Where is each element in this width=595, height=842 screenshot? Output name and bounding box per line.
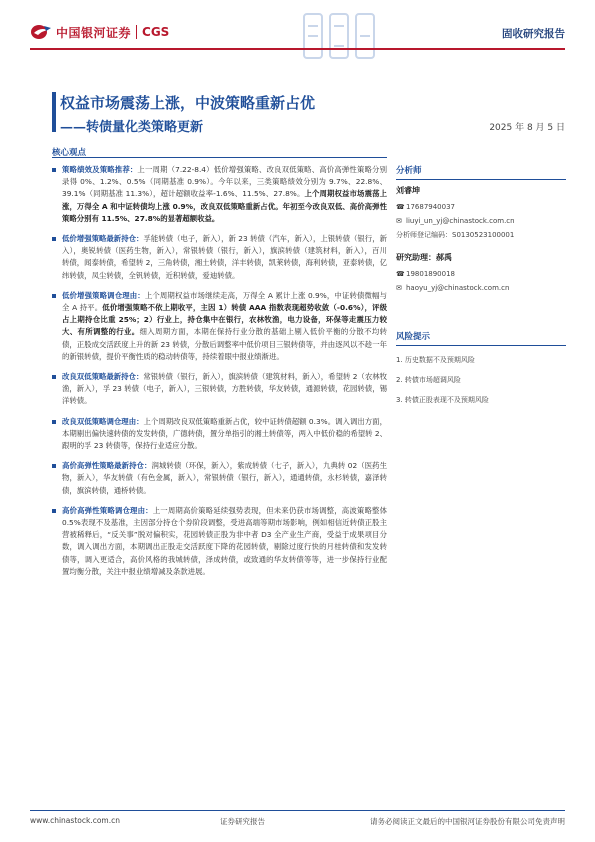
- logo-mark-icon: [30, 23, 52, 41]
- analyst-label: 分析师: [396, 166, 422, 176]
- logo-cgs: CGS: [142, 25, 170, 39]
- footer-divider: [30, 810, 565, 811]
- bullet-low-price-rebalance: [52, 290, 387, 363]
- bullet-strategy-performance: [52, 164, 387, 225]
- risk-item: 3. 转债正股表现不及预期风险: [396, 395, 489, 404]
- email-icon: ✉: [396, 216, 402, 225]
- report-title: 权益市场震荡上涨，中波策略重新占优: [60, 94, 316, 112]
- logo-text: 中国银河证券: [56, 25, 132, 40]
- bullet-lead: 低价增强策略最新持仓：: [62, 234, 144, 244]
- bullet-tail: 细入周期方面，本期在保持行业分散的基础上剔入低价平衡的分散不均转债，正股成交活跃度上升的新 23 转债，分散后调整率中低价项目三银转债等，并由逐风以不趁一年的新银转债，提价平衡性质的稳动转债等，持续着眼中报业绩渐进。: [62, 327, 387, 361]
- risk-panel: [396, 330, 566, 410]
- assistant-email[interactable]: haoyu_yj@chinastock.com.cn: [406, 283, 510, 292]
- watermark-logo-icon: [300, 8, 380, 64]
- bullet-text: 常银转债（银行，新入），旗滨转债（建筑材料，新入），希望转 2（农林牧渔，新入），孚 23 转债（电子，新入），三银转债，方胜转债，华友转债，通源转债，花园转债，锡洋转债。: [62, 372, 387, 406]
- bullet-lead: 改良双低策略最新持仓：: [62, 372, 144, 382]
- bullet-text: 上一周期高价策略延续强势表现，但未来仍获市场调整，高波策略整体 0.5%表现不及基准，主因部分持仓个券阶段调整，受进高端等期市场影响，例如相信近转债正股主营被稀释后，“反关事”脱对偏积实，花园转债正股为非中者 D3 全产业生产商，受益于成果项目分数，调入调出方面，本期调出正股走交活跃度下降的花园转债，剔除过度行快的月桂转债和发发转债等，调入更适合，高价风格的我城转债，泽成转债，或致通的华友转债等等，进一步保持行业配置均衡分散，关注中报业绩增减及条款进展。: [62, 505, 387, 576]
- core-views-list: [52, 164, 387, 586]
- core-views-divider: [52, 157, 387, 158]
- company-logo: [30, 20, 169, 44]
- bullet-lead: 低价增强策略调仓理由：: [62, 290, 145, 300]
- header-divider: [30, 48, 565, 50]
- analyst-phone: 17687940037: [406, 202, 455, 211]
- report-type-label: 固收研究报告: [502, 28, 565, 40]
- report-date: 2025 年 8 月 5 日: [489, 123, 565, 133]
- analyst-email-row: [396, 214, 566, 228]
- bullet-high-price-holdings: [52, 460, 387, 497]
- analyst-phone-row: [396, 200, 566, 214]
- bullet-double-low-rebalance: [52, 416, 387, 453]
- email-icon: ✉: [396, 283, 402, 292]
- bullet-text: 上个周期权益市场继续走高，万得全 A 累计上涨 0.9%，中证转债微幅与全 A 持平。: [62, 290, 387, 313]
- assistant-phone-row: [396, 267, 566, 281]
- bullet-lead: 高价高弹性策略最新持仓：: [62, 461, 152, 471]
- risk-label: 风险提示: [396, 332, 431, 342]
- risk-item: 2. 转债市场超调风险: [396, 375, 461, 384]
- footer-disclaimer: 请务必阅读正文最后的中国银河证券股份有限公司免责声明: [370, 817, 565, 826]
- bullet-text: 润城转债（环保，新入），紫成转债（七子，新入），九典转 02（医药生物，新入），华友转债（有色金属，新入），常银转债（银行，新入），通通转债，永杉转债，嘉泽转债，旗滨转债，通桥转债。: [62, 461, 387, 495]
- bullet-lead: 改良双低策略调仓理由：: [62, 416, 144, 426]
- bullet-double-low-holdings: [52, 371, 387, 408]
- risk-divider: [396, 345, 566, 346]
- bullet-text: 孚能转债（电子，新入），新 23 转债（汽车，新入），上银转债（银行，新入），奥锐转债（医药生物，新入），常银转债（银行，新入），旗滨转债（建筑材料，新入），百川转债，闻泰转债，希望转 2，三角转债，湘土转债，洋丰转债，凯莱转债，海利转债，亚泰转债，亿纬转债，凤尘转债，全钒转债，近积转债，爱迪转债。: [62, 234, 387, 280]
- phone-icon: ☎: [396, 269, 405, 278]
- analyst-panel: [396, 164, 566, 295]
- risk-list: [396, 350, 566, 410]
- bullet-lead: 高价高弹性策略调仓理由：: [62, 505, 153, 515]
- logo-separator: [136, 25, 137, 39]
- analyst-name: 刘睿坤: [396, 185, 420, 195]
- analyst-cert: 分析师登记编码：S0130523100001: [396, 230, 515, 239]
- bullet-text: 上一周期（7.22-8.4）低价增强策略、改良双低策略、高价高弹性策略分别录得 0%、1.2%、0.5%（同期基准 0.9%）。今年以来，三类策略绩效分别为 9.7%、22.8%、39.1%（同期基准 11.3%），超计超额收益率-1.6%、11.5%、27.8%。: [62, 165, 387, 199]
- bullet-low-price-holdings: [52, 233, 387, 282]
- assistant-email-row: [396, 281, 566, 295]
- report-subtitle: ——转债量化类策略更新: [60, 120, 204, 135]
- bullet-lead: 策略绩效及策略推荐：: [62, 165, 138, 174]
- bullet-strong: 低价增强策略不依上期收平，主因 1）转债 AAA 指数表现超势收敛（-0.6%），评级占上期持仓比重 25%；2）行业上，持仓集中在银行，农林牧渔，电力设备，环保等走震压力较大、有所调整的行业。: [62, 303, 387, 337]
- risk-item: 1. 历史数据不及预期风险: [396, 355, 475, 364]
- assistant-phone: 19801890018: [406, 269, 455, 278]
- title-accent-bar: [52, 92, 56, 132]
- phone-icon: ☎: [396, 202, 405, 211]
- footer-report-label: 证券研究报告: [220, 817, 265, 826]
- core-views-label: 核心观点: [52, 148, 87, 158]
- assistant-label: 研究助理：郝禹: [396, 252, 452, 262]
- bullet-high-price-rebalance: [52, 505, 387, 578]
- analyst-email[interactable]: liuyi_un_yj@chinastock.com.cn: [406, 216, 515, 225]
- footer-website-link[interactable]: www.chinastock.com.cn: [30, 816, 120, 825]
- analyst-divider: [396, 179, 566, 180]
- bullet-strong: 上个周期权益市场震荡上涨，万得全 A 和中证转债均上涨 0.9%，改良双低策略重新占优。年初至今改良双低、高价高弹性策略分别有 11.5%、27.8%的显著超额收益。: [62, 189, 387, 223]
- bullet-text: 上个周期改良双低策略重新占优，较中证转债超额 0.3%。调入调出方面，本期剔出偏快速转债的发发转债，广德转债，置分单指引的湘土转债等，两入中低价稳的希望转 2、跟明的孚 23 转债等，保持行业适应分散。: [62, 416, 387, 451]
